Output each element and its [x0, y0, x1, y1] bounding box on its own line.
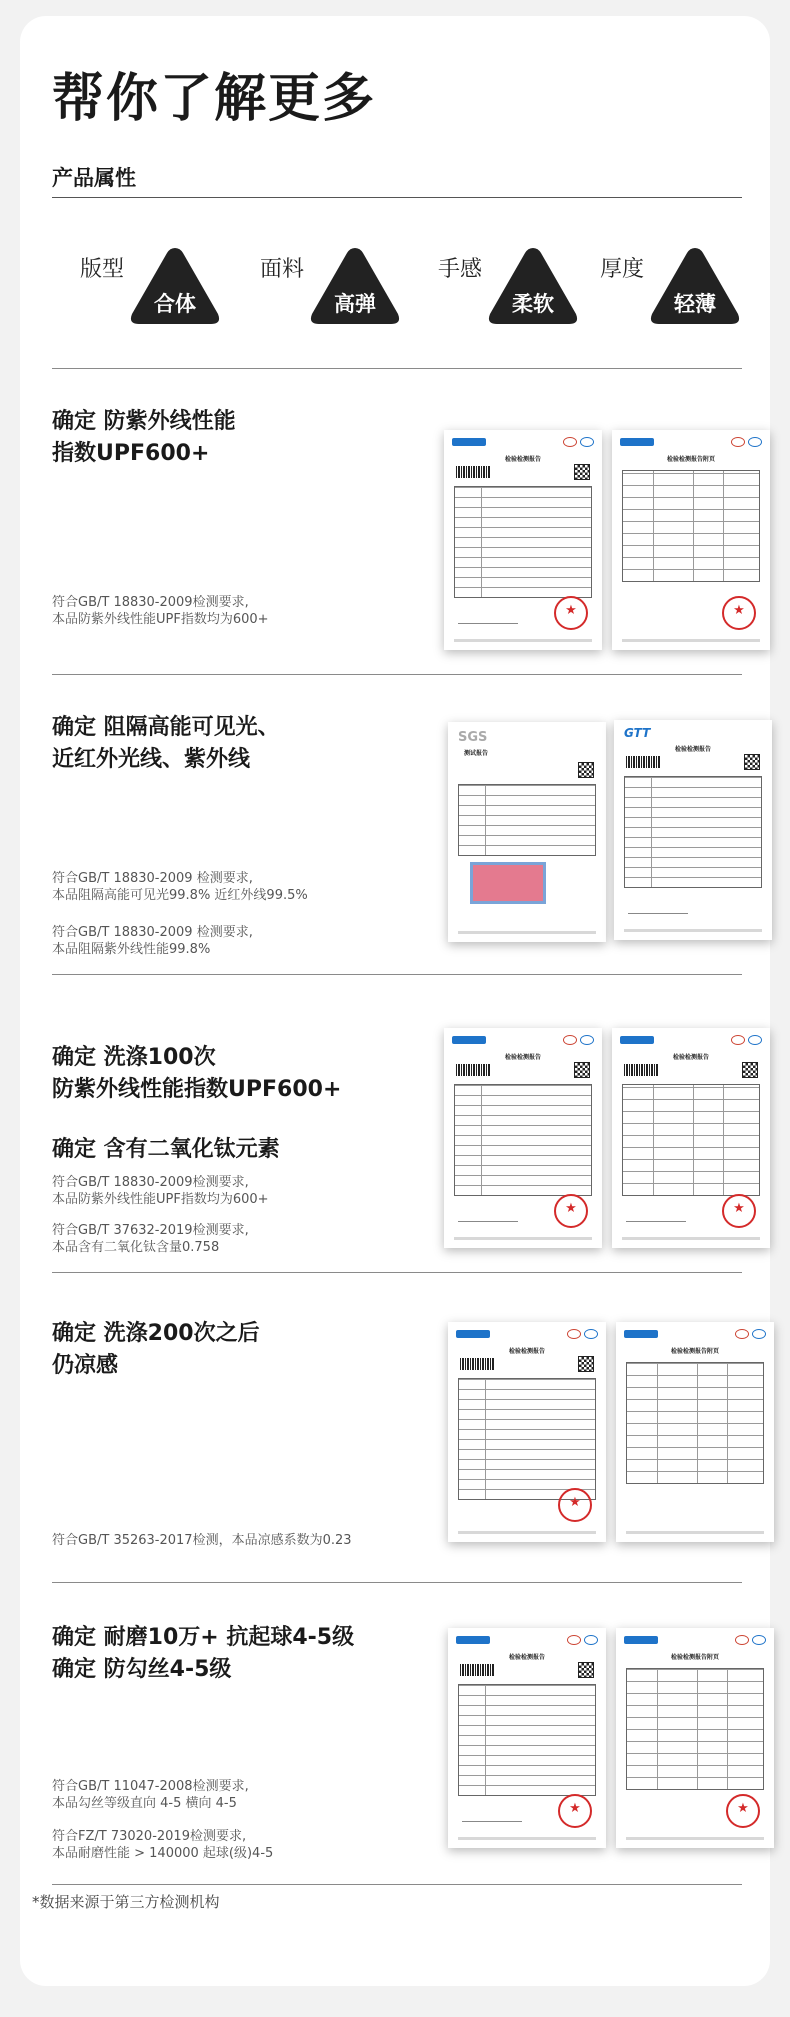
test-report-image	[616, 1322, 774, 1542]
section-uv-protection	[52, 406, 752, 666]
section-heading-secondary: 确定 含有二氧化钛元素	[52, 1137, 280, 1162]
section-heading: 确定 洗涤100次 防紫外线性能指数UPF600+	[52, 1045, 342, 1102]
test-report-image	[612, 430, 770, 650]
attribute-value: 高弹	[334, 292, 376, 316]
attribute-value: 合体	[154, 292, 196, 316]
divider	[52, 674, 742, 675]
test-report-image	[448, 722, 606, 942]
report-title: 检验检测报告	[508, 1348, 545, 1355]
section-light-blocking	[52, 712, 752, 972]
official-seal-icon	[722, 1194, 756, 1228]
test-report-image	[448, 1628, 606, 1848]
attribute-name: 厚度	[600, 257, 645, 282]
report-title: 检验检测报告	[674, 746, 711, 753]
divider	[52, 1884, 742, 1885]
attribute-thickness	[600, 226, 760, 332]
attribute-value: 轻薄	[674, 292, 716, 316]
section-note: 符合GB/T 37632-2019检测要求, 本品含有二氧化钛含量0.758	[52, 1223, 249, 1255]
attribute-value: 柔软	[512, 292, 554, 316]
attribute-feel	[438, 226, 598, 332]
divider	[52, 1272, 742, 1273]
section-heading: 确定 防紫外线性能 指数UPF600+	[52, 409, 236, 466]
attribute-name: 版型	[80, 257, 125, 282]
report-title: 检验检测报告	[508, 1654, 545, 1661]
test-report-image	[612, 1028, 770, 1248]
fabric-sample-photo	[470, 862, 546, 904]
gtt-logo: GTT	[624, 726, 651, 740]
section-abrasion	[52, 1622, 752, 1882]
qr-code-icon	[574, 464, 590, 480]
report-title: 检验检测报告	[504, 1054, 541, 1061]
official-seal-icon	[558, 1794, 592, 1828]
divider	[52, 368, 742, 369]
page-title: 帮你了解更多	[52, 69, 377, 129]
triangle-badge	[308, 244, 402, 328]
report-title: 检验检测报告	[672, 1054, 709, 1061]
section-note: 符合GB/T 18830-2009检测要求, 本品防紫外线性能UPF指数均为600+	[52, 595, 269, 627]
divider	[52, 1582, 742, 1583]
test-report-image	[448, 1322, 606, 1542]
report-title: 检验检测报告	[504, 456, 541, 463]
section-heading: 确定 洗涤200次之后 仍凉感	[52, 1321, 260, 1378]
report-title: 检验检测报告附页	[666, 456, 715, 463]
triangle-badge	[128, 244, 222, 328]
test-report-image	[444, 430, 602, 650]
section-heading: 确定 耐磨10万+ 抗起球4-5级 确定 防勾丝4-5级	[52, 1625, 355, 1682]
section-note: 符合FZ/T 73020-2019检测要求, 本品耐磨性能 > 140000 起球(级)4-5	[52, 1829, 274, 1861]
attribute-fabric	[260, 226, 420, 332]
section-note: 符合GB/T 18830-2009 检测要求, 本品阻隔紫外线性能99.8%	[52, 925, 253, 957]
section-note: 符合GB/T 18830-2009检测要求, 本品防紫外线性能UPF指数均为600+	[52, 1175, 269, 1207]
section-note: 符合GB/T 35263-2017检测，本品凉感系数为0.23	[52, 1533, 352, 1548]
test-report-image	[614, 720, 772, 940]
section-note: 符合GB/T 18830-2009 检测要求, 本品阻隔高能可见光99.8% 近红外线99.5%	[52, 871, 308, 903]
divider	[52, 197, 742, 198]
report-title: 检验检测报告附页	[670, 1348, 719, 1355]
attribute-name: 面料	[260, 257, 305, 282]
section-note: 符合GB/T 11047-2008检测要求, 本品勾丝等级直向 4-5 横向 4-5	[52, 1779, 249, 1811]
report-title: 检验检测报告附页	[670, 1654, 719, 1661]
official-seal-icon	[726, 1794, 760, 1828]
attribute-fit	[80, 226, 240, 332]
official-seal-icon	[722, 596, 756, 630]
source-footnote: *数据来源于第三方检测机构	[32, 1893, 220, 1911]
report-title: 测试报告	[464, 750, 489, 757]
section-cooling	[52, 1318, 752, 1578]
official-seal-icon	[558, 1488, 592, 1522]
attribute-name: 手感	[438, 257, 483, 282]
triangle-badge	[486, 244, 580, 328]
info-card	[20, 16, 770, 1986]
test-report-image	[616, 1628, 774, 1848]
section-wash-durability	[52, 1028, 752, 1288]
official-seal-icon	[554, 1194, 588, 1228]
divider	[52, 974, 742, 975]
sgs-logo: SGS	[458, 730, 488, 745]
test-report-image	[444, 1028, 602, 1248]
section-subtitle: 产品属性	[52, 166, 136, 190]
section-heading: 确定 阻隔高能可见光、 近红外光线、紫外线	[52, 715, 280, 772]
official-seal-icon	[554, 596, 588, 630]
triangle-badge	[648, 244, 742, 328]
